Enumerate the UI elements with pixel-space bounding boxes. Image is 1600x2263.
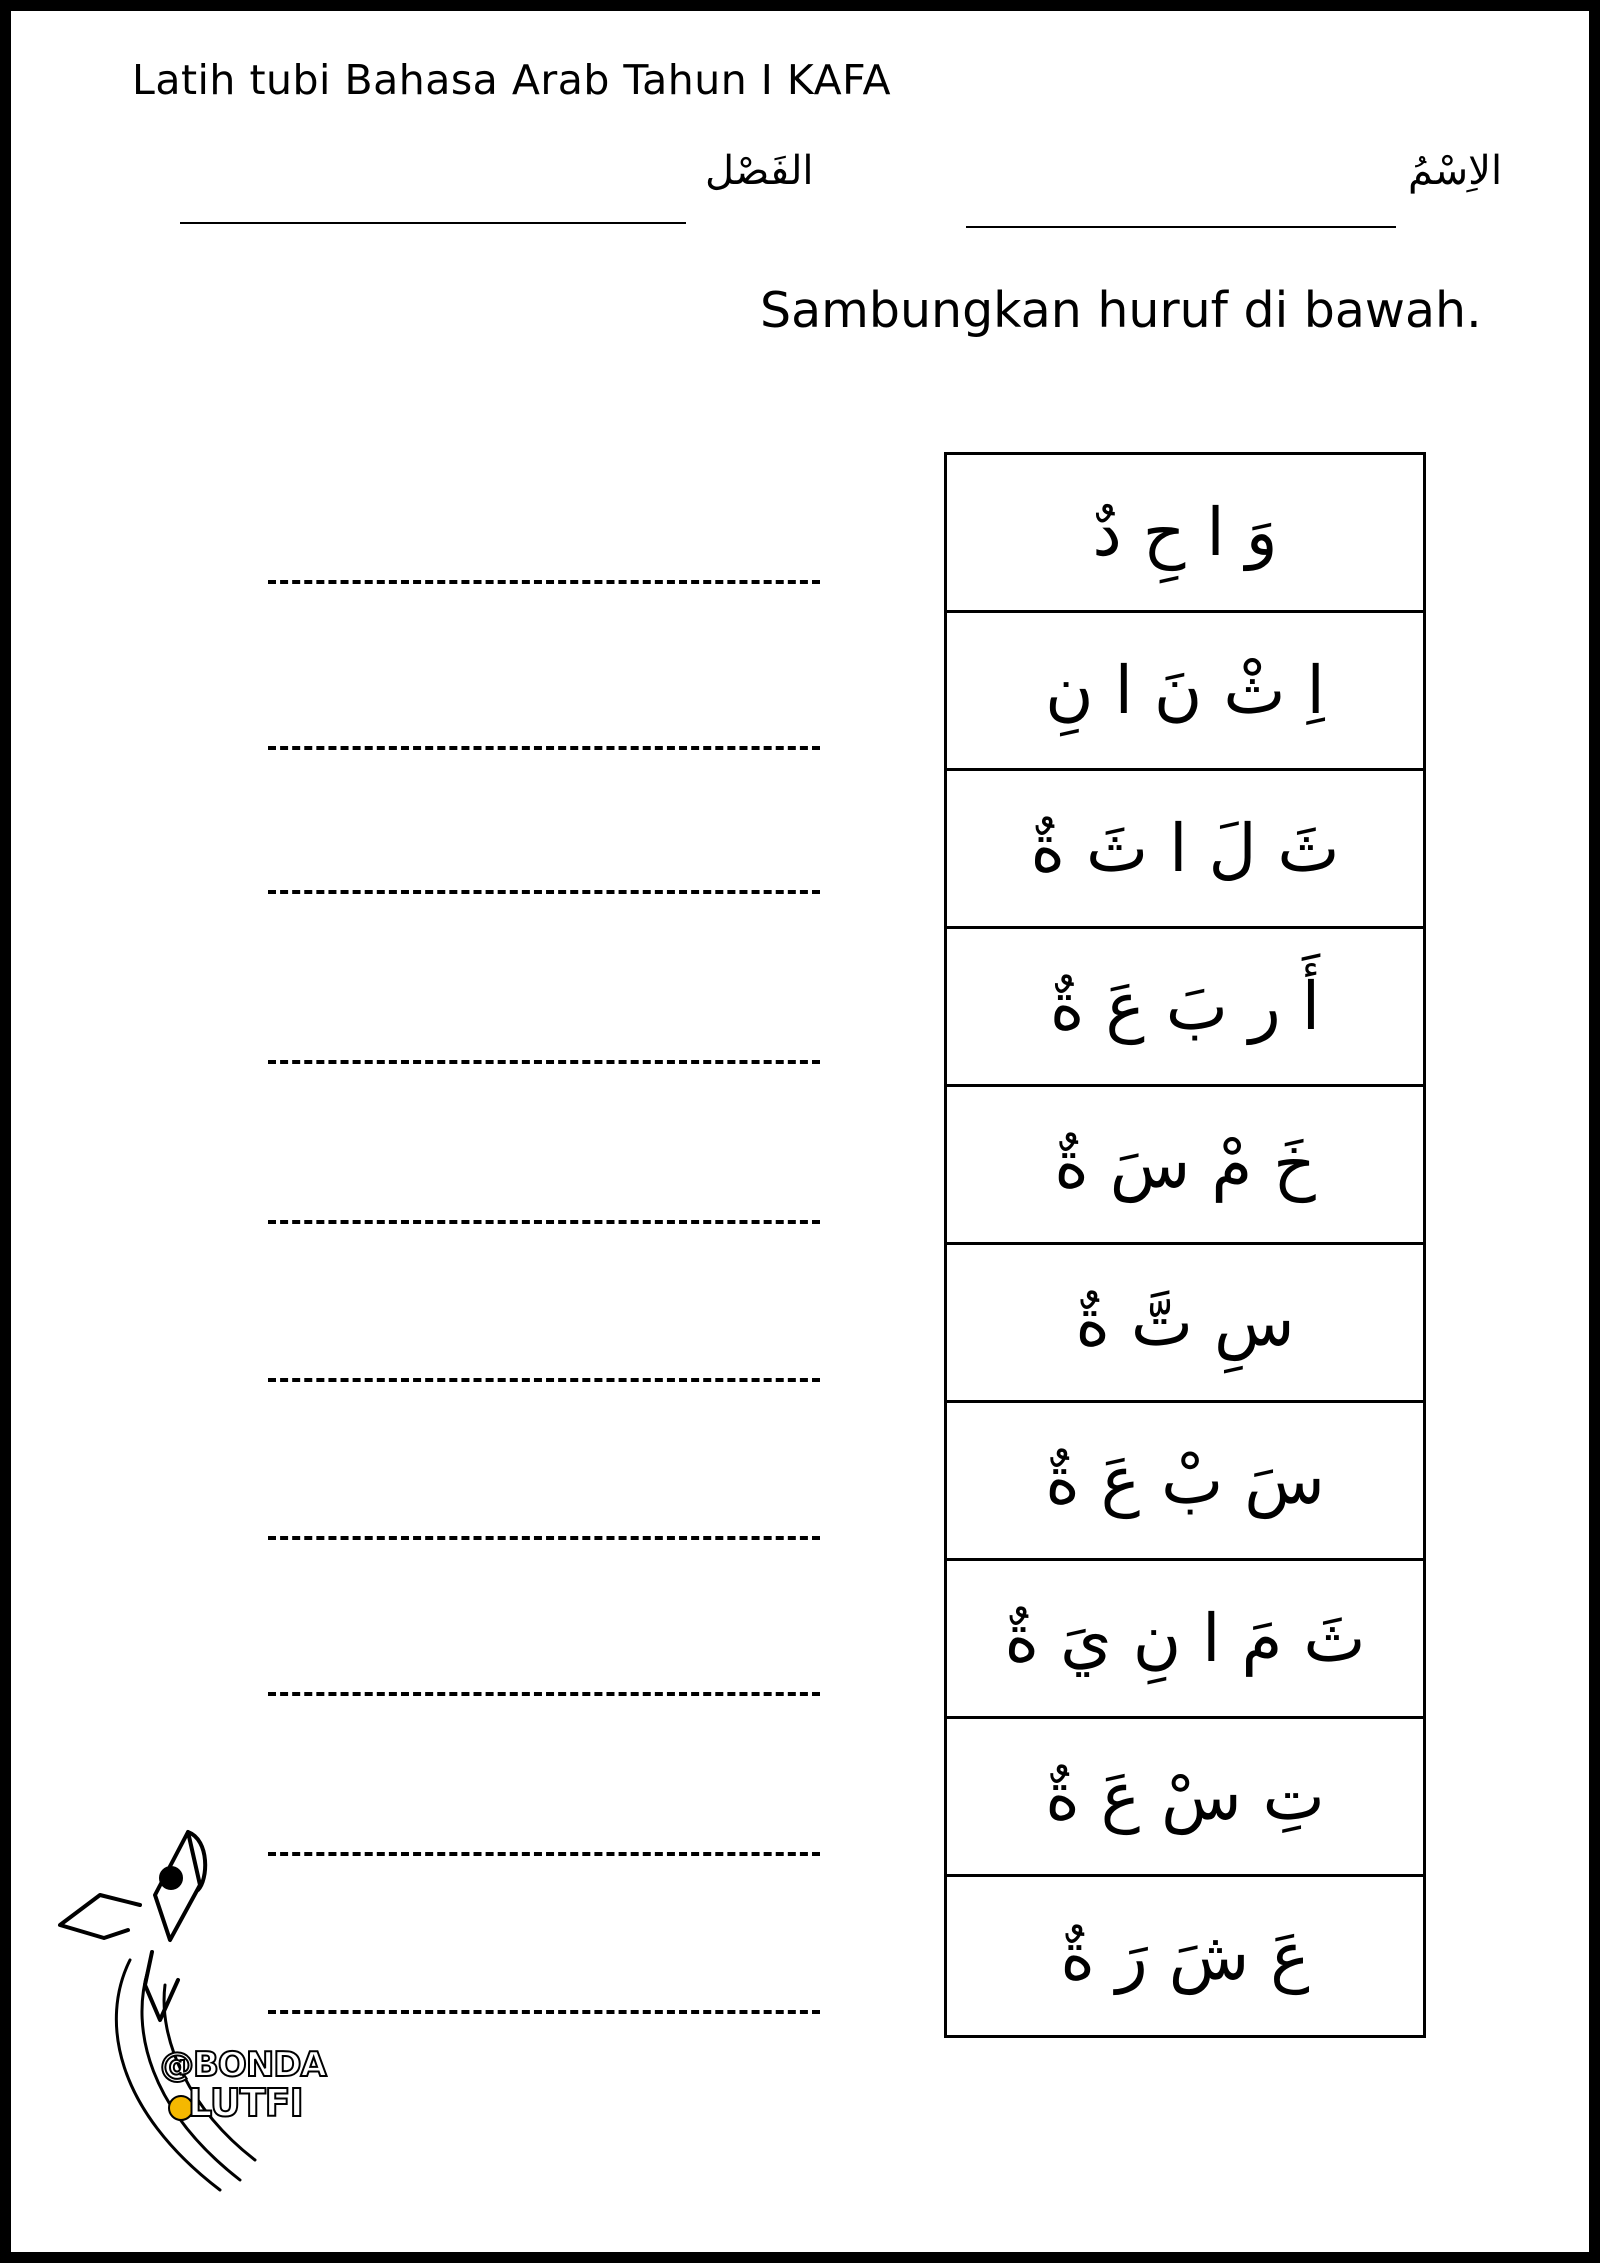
answer-line-7[interactable]	[268, 1536, 820, 1540]
bonda-lutfi-logo	[160, 2045, 326, 2125]
word-cell-2: اِ ثْ نَ ا نِ	[947, 613, 1423, 771]
name-label: الاِسْمُ	[1408, 148, 1503, 194]
answer-line-9[interactable]	[268, 1852, 820, 1856]
class-label: الفَصْل	[705, 148, 814, 194]
rocket-icon	[40, 1810, 340, 2210]
word-cell-6: سِ تَّ ةٌ	[947, 1245, 1423, 1403]
answer-line-1[interactable]	[268, 580, 820, 584]
logo-bottom-text: LUTFI	[188, 2081, 303, 2125]
name-fill-line[interactable]	[966, 226, 1396, 228]
word-cell-10: عَ شَ رَ ةٌ	[1060, 1917, 1310, 1995]
word-cell-3: ثَ لَ ا ثَ ةٌ	[947, 771, 1423, 929]
word-cell-4: أَ ر بَ عَ ةٌ	[947, 929, 1423, 1087]
word-cell-1: وَ ا حِ دٌ	[947, 455, 1423, 613]
answer-line-5[interactable]	[268, 1220, 820, 1224]
logo-top-text: @BONDA	[160, 2045, 326, 2085]
answer-line-10[interactable]	[268, 2010, 820, 2014]
worksheet-title: Latih tubi Bahasa Arab Tahun I KAFA	[132, 56, 892, 104]
answer-line-2[interactable]	[268, 746, 820, 750]
answer-line-3[interactable]	[268, 890, 820, 894]
word-cell-8: ثَ مَ ا نِ يَ ةٌ	[947, 1561, 1423, 1719]
word-cell-9: تِ سْ عَ ةٌ	[947, 1719, 1423, 1877]
answer-line-4[interactable]	[268, 1060, 820, 1064]
arabic-word-table	[944, 452, 1426, 2038]
class-fill-line[interactable]	[180, 222, 686, 224]
word-cell-7: سَ بْ عَ ةٌ	[947, 1403, 1423, 1561]
answer-line-8[interactable]	[268, 1692, 820, 1696]
instruction-text: Sambungkan huruf di bawah.	[760, 282, 1482, 339]
word-cell-5: خَ مْ سَ ةٌ	[947, 1087, 1423, 1245]
answer-line-6[interactable]	[268, 1378, 820, 1382]
